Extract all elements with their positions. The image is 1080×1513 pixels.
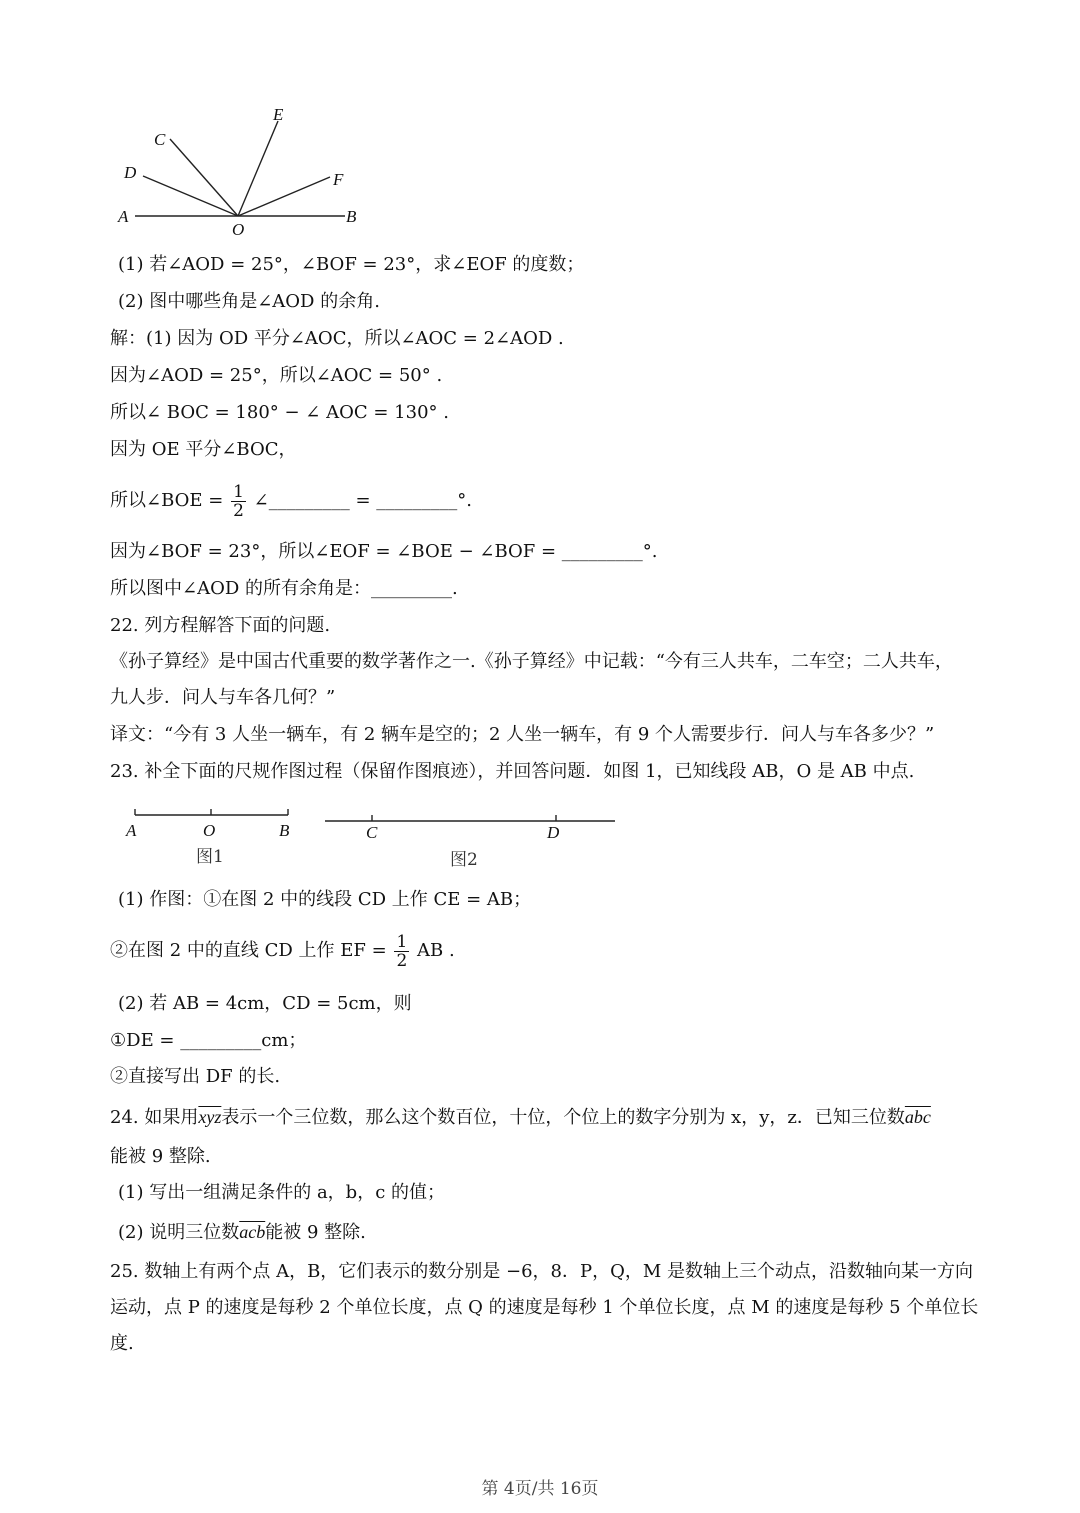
q24-l1-mid: 表示一个三位数，那么这个数百位，十位，个位上的数字分别为 x，y，z．已知三位数: [221, 1107, 905, 1128]
fig1-caption: 图1: [196, 847, 224, 867]
label-O: O: [232, 220, 245, 239]
q23-part2: (2) 若 AB = 4cm，CD = 5cm，则: [118, 993, 412, 1014]
q23-p1b-suffix: AB .: [417, 940, 455, 961]
q24-p2-prefix: (2) 说明三位数: [118, 1222, 240, 1243]
q21-s5-suffix: ∠_________ = _________°.: [253, 490, 472, 511]
q21-solution-1: 解：(1) 因为 OD 平分∠AOC，所以∠AOC = 2∠AOD .: [110, 328, 564, 349]
label-B: B: [346, 207, 357, 226]
q24-l1-prefix: 24. 如果用: [110, 1107, 199, 1128]
fraction-half-2: [394, 933, 409, 970]
label-E: E: [273, 105, 284, 124]
q24-part2: [118, 1220, 366, 1245]
q21-solution-2: 因为∠AOD = 25°，所以∠AOC = 50° .: [110, 365, 443, 386]
q21-part2: (2) 图中哪些角是∠AOD 的余角.: [118, 291, 380, 312]
label-C: C: [154, 130, 166, 149]
q23-title: 23. 补全下面的尺规作图过程（保留作图痕迹），并回答问题．如图 1，已知线段 AB，O 是 AB 中点.: [110, 761, 915, 782]
fraction-numerator-2: 1: [396, 931, 408, 952]
q25-line-3: 度.: [110, 1333, 134, 1354]
q21-solution-6: 因为∠BOF = 23°，所以∠EOF = ∠BOE − ∠BOF = _________°.: [110, 541, 658, 562]
fraction-denominator-2: 2: [396, 950, 408, 971]
label-F: F: [333, 170, 344, 189]
q24-overline-xyz: $\overline{xyz}$: [198, 1107, 222, 1127]
q24-overline-acb: $\overline{acb}$: [239, 1222, 266, 1242]
q22-line-3: 译文：“今有 3 人坐一辆车，有 2 辆车是空的；2 人坐一辆车，有 9 个人需要步行．问人与车各多少？”: [110, 724, 935, 745]
fig1-label-B: B: [279, 821, 290, 840]
q24-overline-abc: $\overline{abc}$: [904, 1107, 931, 1127]
q24-line-1: [110, 1105, 931, 1130]
q25-line-2: 运动，点 P 的速度是每秒 2 个单位长度，点 Q 的速度是每秒 1 个单位长度，点 M 的速度是每秒 5 个单位长: [110, 1297, 979, 1318]
q21-solution-4: 因为 OE 平分∠BOC，: [110, 439, 297, 460]
fig2-caption: 图2: [450, 850, 478, 870]
q22-title: 22. 列方程解答下面的问题.: [110, 615, 331, 636]
fraction-denominator: 2: [233, 500, 244, 521]
q23-part1: (1) 作图：①在图 2 中的线段 CD 上作 CE = AB；: [118, 889, 532, 910]
q24-line-2: 能被 9 整除.: [110, 1146, 211, 1167]
label-D: D: [124, 163, 137, 182]
q21-part1: (1) 若∠AOD = 25°，∠BOF = 23°，求∠EOF 的度数；: [118, 254, 585, 275]
q23-p1b-prefix: ②在图 2 中的直线 CD 上作 EF =: [110, 940, 387, 961]
label-A: A: [118, 207, 129, 226]
fig2-label-D: D: [547, 823, 560, 842]
angle-figure: [100, 95, 380, 245]
fig1-label-A: A: [126, 821, 137, 840]
q25-line-1: 25. 数轴上有两个点 A，B，它们表示的数分别是 −6，8．P，Q，M 是数轴上三个动点，沿数轴向某一方向: [110, 1261, 974, 1282]
fraction-numerator: 1: [233, 481, 244, 502]
fraction-half: [231, 483, 246, 520]
q24-part1: (1) 写出一组满足条件的 a，b，c 的值；: [118, 1182, 445, 1203]
q22-line-1: 《孙子算经》是中国古代重要的数学著作之一.《孙子算经》中记载：“今有三人共车，二车空；二人共车，: [110, 651, 953, 672]
q21-s5-prefix: 所以∠BOE =: [110, 490, 224, 511]
q23-part2a: ①DE = _________cm；: [110, 1030, 307, 1051]
q24-p2-suffix: 能被 9 整除.: [265, 1222, 366, 1243]
fig1-label-O: O: [203, 821, 216, 840]
q23-part2b: ②直接写出 DF 的长.: [110, 1066, 281, 1087]
q21-solution-3: 所以∠ BOC = 180° − ∠ AOC = 130° .: [110, 402, 449, 423]
q21-solution-5: [110, 478, 472, 524]
q22-line-2: 九人步．问人与车各几何？”: [110, 687, 336, 708]
q21-solution-7: 所以图中∠AOD 的所有余角是：_________.: [110, 578, 458, 599]
q23-part1b: [110, 928, 455, 974]
fig2-label-C: C: [366, 823, 378, 842]
segment-figures: [110, 800, 630, 875]
page-footer: 第 4页/共 16页: [481, 1479, 599, 1499]
